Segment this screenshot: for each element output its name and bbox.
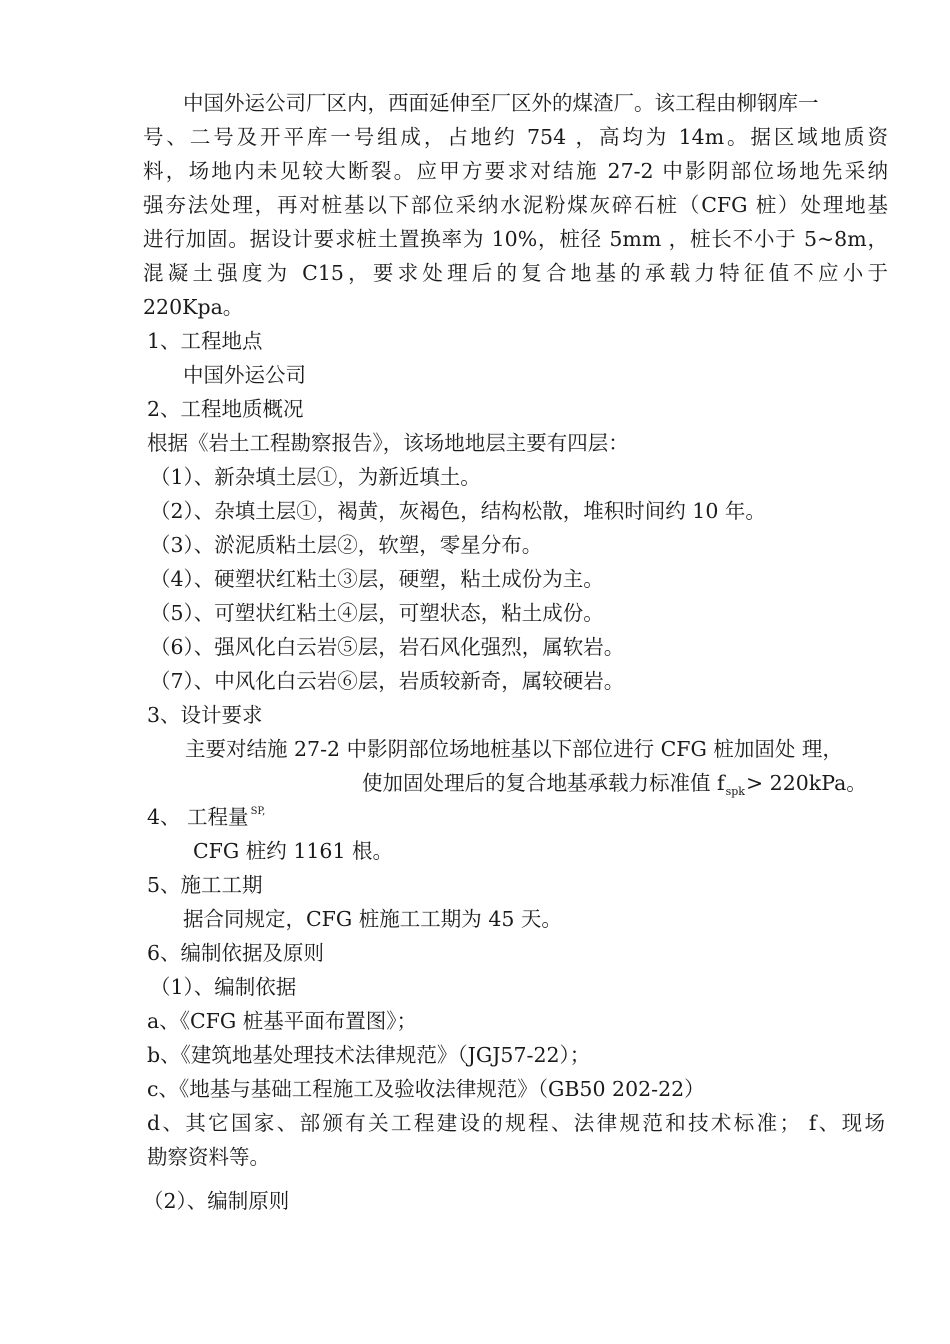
section-3-line-2: [362, 768, 867, 802]
section-4-body: CFG 桩约 1161 根。: [193, 839, 394, 863]
section-1-body: 中国外运公司: [183, 363, 306, 387]
intro-line-7: 220Kpa。: [143, 295, 244, 319]
section-2-intro: 根据《岩土工程勘察报告》，该场地地层主要有四层：: [147, 431, 629, 455]
section-6-heading: 6、编制依据及原则: [147, 941, 325, 965]
intro-line-1: 中国外运公司厂区内，西面延伸至厂区外的煤渣厂。该工程由柳钢库一: [183, 91, 819, 115]
section-6-sub-1: （1）、编制依据: [150, 975, 297, 999]
intro-line-4: 强夯法处理，再对桩基以下部位采纳水泥粉煤灰碎石桩（CFG 桩）处理地基: [143, 193, 888, 217]
layer-item-7: （7）、中风化白云岩⑥层，岩质较新奇，属较硬岩。: [150, 669, 625, 693]
section-2-heading: 2、工程地质概况: [147, 397, 304, 421]
section-4-superscript: SP,: [250, 806, 266, 817]
layer-item-2: （2）、杂填土层①，褐黄，灰褐色，结构松散，堆积时间约 10 年。: [150, 499, 766, 523]
section-5-heading: 5、施工工期: [147, 873, 263, 897]
intro-line-3: 料，场地内未见较大断裂。应甲方要求对结施 27-2 中影阴部位场地先采纳: [143, 159, 888, 183]
fspk-subscript: spk: [725, 785, 745, 798]
section-3-heading: 3、设计要求: [147, 703, 263, 727]
basis-item-a: a、《CFG 桩基平面布置图》；: [147, 1009, 418, 1033]
section-3-line-1: 主要对结施 27-2 中影阴部位场地桩基以下部位进行 CFG 桩加固处 理，: [185, 737, 843, 761]
intro-line-5: 进行加固。据设计要求桩土置换率为 10%，桩径 5mm ，桩长不小于 5~8m，: [143, 227, 888, 251]
intro-line-2: 号、二号及开平库一号组成，占地约 754 ，高均为 14m。据区域地质资: [143, 125, 888, 149]
layer-item-4: （4）、硬塑状红粘土③层，硬塑，粘土成份为主。: [150, 567, 604, 591]
layer-item-6: （6）、强风化白云岩⑤层，岩石风化强烈，属软岩。: [150, 635, 625, 659]
section-3-line-2-text: 使加固处理后的复合地基承载力标准值 f: [362, 771, 725, 795]
layer-item-5: （5）、可塑状红粘土④层，可塑状态，粘土成份。: [150, 601, 604, 625]
section-5-body: 据合同规定，CFG 桩施工工期为 45 天。: [183, 907, 562, 931]
basis-item-c: c、《地基与基础工程施工及验收法律规范》（GB50 202-22）: [147, 1077, 705, 1101]
layer-item-3: （3）、淤泥质粘土层②，软塑，零星分布。: [150, 533, 543, 557]
section-1-heading: 1、工程地点: [147, 329, 263, 353]
basis-item-b: b、《建筑地基处理技术法律规范》（JGJ57-22）；: [147, 1043, 591, 1067]
section-3-line-2-value: > 220kPa。: [745, 771, 867, 795]
section-6-sub-2: （2）、编制原则: [143, 1189, 290, 1213]
basis-item-d-line-1: d、其它国家、部颁有关工程建设的规程、法律规范和技术标准； f、现场: [147, 1111, 885, 1135]
section-4-heading: [147, 802, 265, 837]
layer-item-1: （1）、新杂填土层①，为新近填土。: [150, 465, 481, 489]
intro-line-6: 混凝土强度为 C15，要求处理后的复合地基的承载力特征值不应小于: [143, 261, 888, 285]
section-4-heading-text: 4、 工程量: [147, 805, 249, 829]
basis-item-d-line-2: 勘察资料等。: [147, 1145, 270, 1169]
